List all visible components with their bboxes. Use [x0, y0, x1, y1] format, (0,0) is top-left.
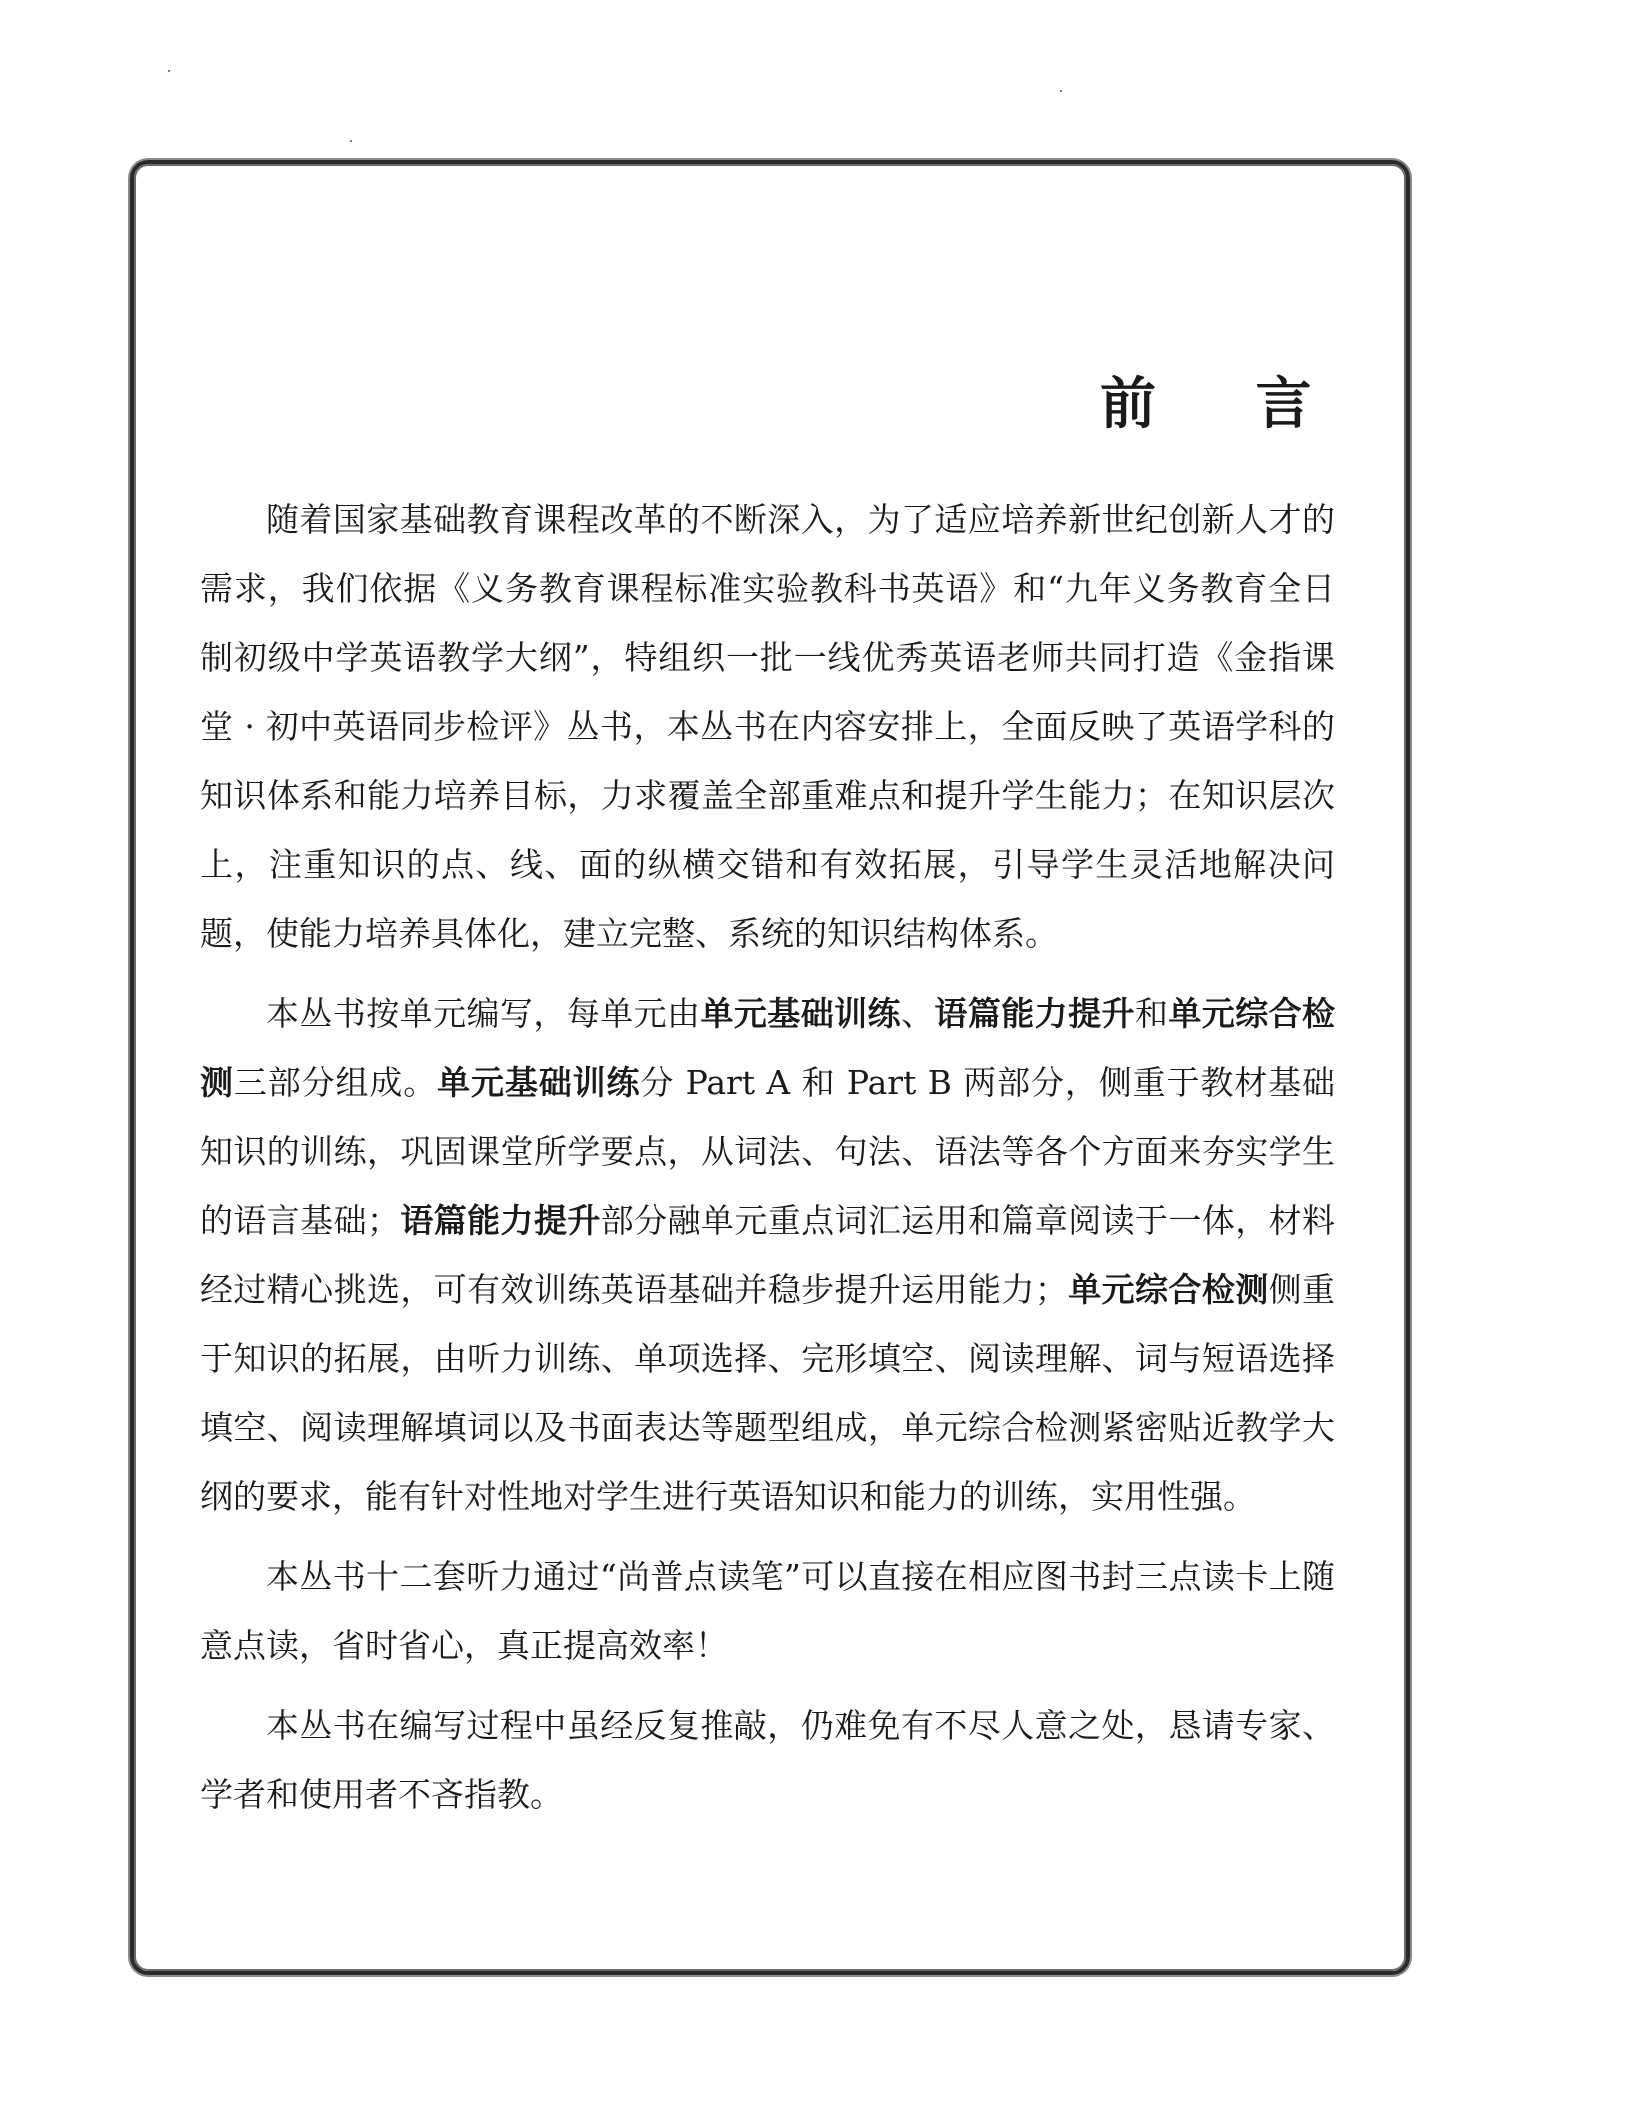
paragraph-2-text: 分 Part A 和 Part B 两部分，侧重于教材基础知识的训练，巩固课堂所学要点，从词法、句法、语法等各个方面来夯实学生的语言基础； [200, 1063, 1336, 1240]
paragraph-3: 本丛书十二套听力通过“尚普点读笔”可以直接在相应图书封三点读卡上随意点读，省时省心，真正提高效率！ [200, 1557, 1335, 1665]
paragraph-1: 随着国家基础教育课程改革的不断深入，为了适应培养新世纪创新人才的需求，我们依据《义务教育课程标准实验教科书英语》和“九年义务教育全日制初级中学英语教学大纲”，特组织一批一线优秀英语老师共同打造《金指课堂 · 初中英语同步检评》丛书，本丛书在内容安排上，全面反映了英语学科的知识体系和能力培养目标，力求覆盖全部重难点和提升学生能力；在知识层次上，注重知识的点、线、面的纵横交错和有效拓展，引导学生灵活地解决问题，使能力培养具体化，建立完整、系统的知识结构体系。 [200, 500, 1335, 953]
bold-term: 单元基础训练 [700, 994, 901, 1033]
bold-term: 单元综合检测 [1067, 1270, 1269, 1309]
bold-term: 单元基础训练 [437, 1063, 641, 1102]
page-title: 前 言 [1100, 372, 1352, 437]
paragraph-2 [200, 979, 1335, 1531]
paragraph-2-text: 侧重于知识的拓展，由听力训练、单项选择、完形填空、阅读理解、词与短语选择填空、阅读理解填词以及书面表达等题型组成，单元综合检测紧密贴近教学大纲的要求，能有针对性地对学生进行英语知识和能力的训练，实用性强。 [200, 1270, 1336, 1516]
scan-speck [1060, 90, 1062, 92]
bold-term: 单元综合检测 [200, 994, 1336, 1102]
preface-body [200, 485, 1335, 1840]
bold-term: 语篇能力提升 [399, 1201, 601, 1240]
scan-speck [168, 70, 170, 72]
paragraph-2-text: 和 [1134, 994, 1169, 1033]
paragraph-2-text: 部分融单元重点词汇运用和篇章阅读于一体，材料经过精心挑选，可有效训练英语基础并稳步提升运用能力； [200, 1201, 1336, 1309]
scan-speck [350, 140, 352, 142]
paragraph-2-text: 三部分组成。 [233, 1063, 438, 1102]
bold-term: 语篇能力提升 [934, 994, 1135, 1033]
paragraph-4: 本丛书在编写过程中虽经反复推敲，仍难免有不尽人意之处，恳请专家、学者和使用者不吝指教。 [200, 1706, 1335, 1814]
paragraph-2-text: 、 [900, 994, 935, 1033]
paragraph-2-text: 本丛书按单元编写，每单元由 [266, 994, 701, 1033]
